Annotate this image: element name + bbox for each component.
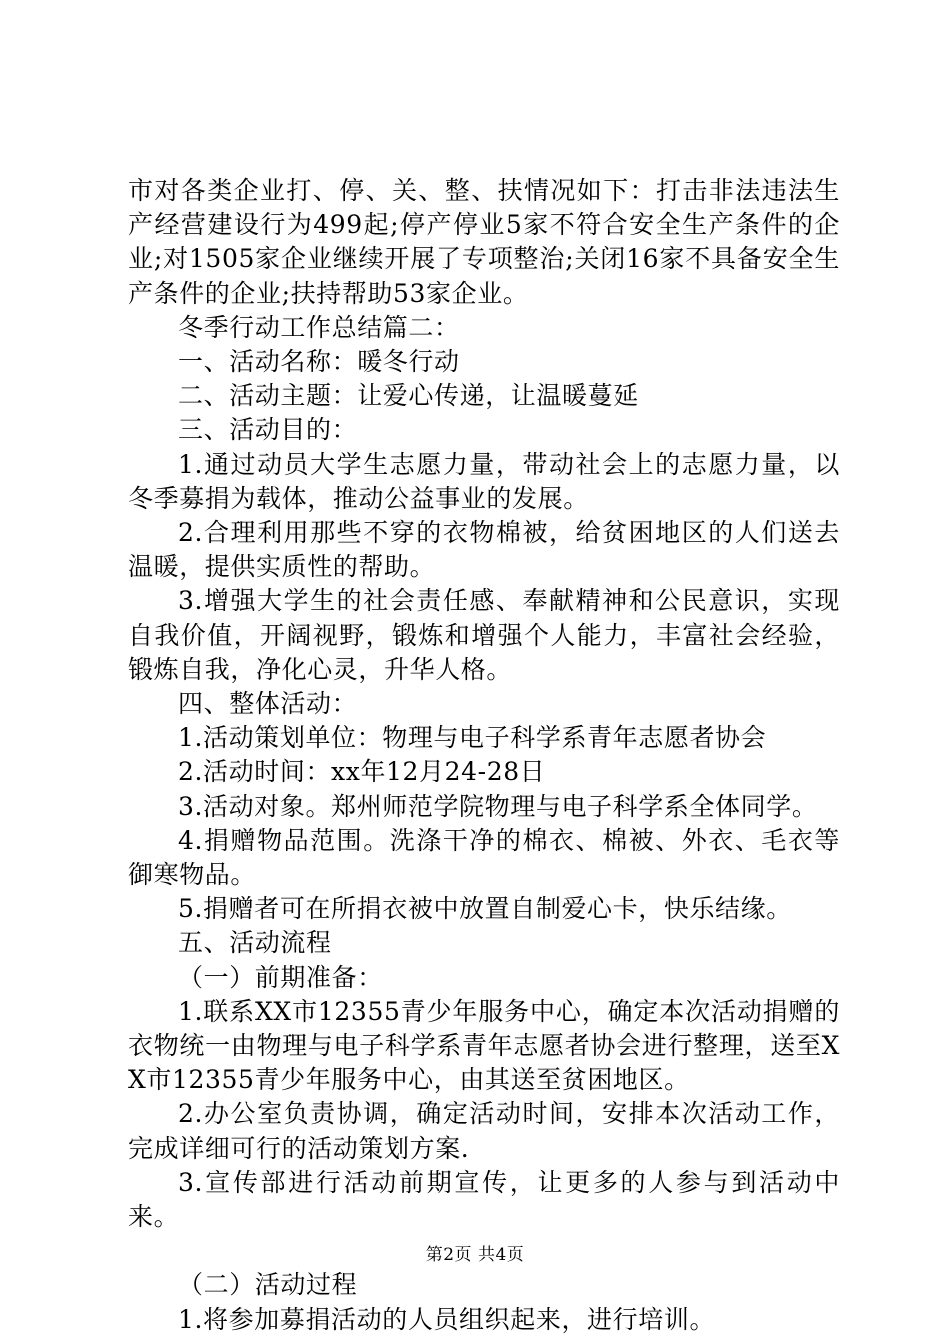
preparation-item-2: 2.办公室负责协调，确定活动时间，安排本次活动工作，完成详细可行的活动策划方案. (128, 1099, 840, 1163)
page-number-footer: 第2页 共4页 (425, 1245, 525, 1265)
overall-item-4: 4.捐赠物品范围。洗涤干净的棉衣、棉被、外衣、毛衣等御寒物品。 (128, 825, 840, 890)
overall-item-3: 3.活动对象。郑州师范学院物理与电子科学系全体同学。 (178, 791, 818, 821)
preparation-heading: （一）前期准备： (178, 962, 383, 992)
activity-theme: 二、活动主题：让爱心传递，让温暖蔓延 (178, 381, 639, 411)
purpose-item-2: 2.合理利用那些不穿的衣物棉被，给贫困地区的人们送去温暖，提供实质性的帮助。 (128, 518, 840, 582)
document-body (128, 174, 840, 1337)
preparation-item-3: 3.宣传部进行活动前期宣传，让更多的人参与到活动中来。 (128, 1167, 840, 1232)
section-heading-part-two: 冬季行动工作总结篇二： (178, 312, 460, 342)
paragraph-summary: 市对各类企业打、停、关、整、扶情况如下：打击非法违法生产经营建设行为499起;停产停业5家不符合安全生产条件的企业;对1505家企业继续开展了专项整治;关闭16家不具备安全生产条件的企业;扶持帮助53家企业。 (128, 176, 840, 308)
overall-item-5: 5.捐赠者可在所捐衣被中放置自制爱心卡，快乐结缘。 (178, 894, 792, 924)
activity-purpose-heading: 三、活动目的： (178, 415, 358, 445)
purpose-item-1: 1.通过动员大学生志愿力量，带动社会上的志愿力量，以冬季募捐为载体，推动公益事业的发展。 (128, 449, 840, 513)
overall-activity-heading: 四、整体活动： (178, 689, 358, 719)
overall-item-1: 1.活动策划单位：物理与电子科学系青年志愿者协会 (178, 723, 767, 753)
preparation-item-1: 1.联系XX市12355青少年服务中心，确定本次活动捐赠的衣物统一由物理与电子科学系青年志愿者协会进行整理，送至XX市12355青少年服务中心，由其送至贫困地区。 (128, 996, 840, 1095)
process-heading: 五、活动流程 (178, 928, 332, 958)
process-item-1: 1.将参加募捐活动的人员组织起来，进行培训。 (178, 1304, 716, 1334)
process-subheading: （二）活动过程 (178, 1270, 358, 1300)
overall-item-2: 2.活动时间：xx年12月24-28日 (178, 757, 546, 787)
purpose-item-3: 3.增强大学生的社会责任感、奉献精神和公民意识，实现自我价值，开阔视野，锻炼和增强个人能力，丰富社会经验，锻炼自我，净化心灵，升华人格。 (128, 586, 840, 684)
activity-name: 一、活动名称：暖冬行动 (178, 347, 460, 377)
